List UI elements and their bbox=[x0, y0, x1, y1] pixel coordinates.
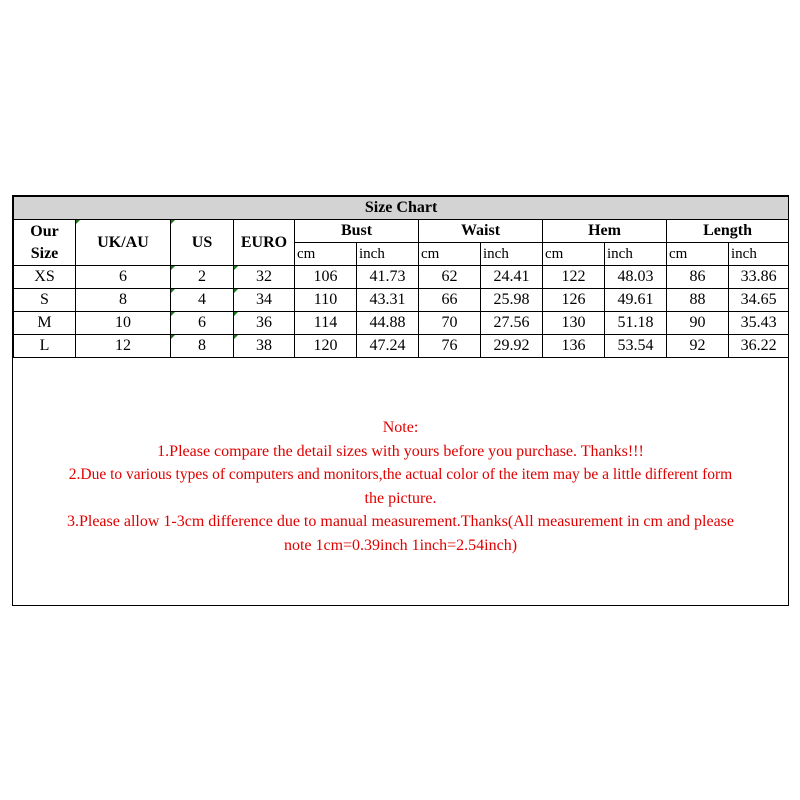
cell-uk-au: 10 bbox=[76, 312, 171, 335]
cell-euro: 32 bbox=[234, 266, 295, 289]
note-line-2a: 2.Due to various types of computers and monitors,the actual color of the item may be a little different form bbox=[68, 466, 733, 483]
cell-us: 8 bbox=[171, 335, 234, 358]
cell-bust-inch: 41.73 bbox=[357, 266, 419, 289]
unit-waist-inch: inch bbox=[481, 243, 543, 266]
cell-size: L bbox=[14, 335, 76, 358]
cell-us: 4 bbox=[171, 289, 234, 312]
header-hem: Hem bbox=[543, 220, 667, 243]
cell-length-cm: 92 bbox=[667, 335, 729, 358]
size-chart-sheet bbox=[12, 195, 789, 606]
cell-waist-cm: 66 bbox=[419, 289, 481, 312]
table-row bbox=[14, 312, 789, 335]
cell-length-cm: 90 bbox=[667, 312, 729, 335]
cell-bust-cm: 110 bbox=[295, 289, 357, 312]
cell-size: XS bbox=[14, 266, 76, 289]
cell-hem-inch: 49.61 bbox=[605, 289, 667, 312]
cell-length-inch: 34.65 bbox=[729, 289, 789, 312]
header-our-size bbox=[14, 220, 76, 266]
header-row bbox=[14, 220, 789, 243]
cell-hem-cm: 136 bbox=[543, 335, 605, 358]
unit-hem-inch: inch bbox=[605, 243, 667, 266]
note-line-2b: the picture. bbox=[364, 489, 437, 507]
cell-us: 6 bbox=[171, 312, 234, 335]
table-row bbox=[14, 289, 789, 312]
cell-bust-inch: 47.24 bbox=[357, 335, 419, 358]
note-line-3a: 3.Please allow 1-3cm difference due to manual measurement.Thanks(All measurement in cm and please bbox=[66, 513, 735, 530]
size-chart-table bbox=[13, 196, 789, 358]
cell-hem-cm: 130 bbox=[543, 312, 605, 335]
table-row bbox=[14, 335, 789, 358]
note-heading: Note: bbox=[382, 419, 419, 436]
cell-bust-inch: 44.88 bbox=[357, 312, 419, 335]
cell-bust-cm: 120 bbox=[295, 335, 357, 358]
cell-waist-inch: 24.41 bbox=[481, 266, 543, 289]
table-title: Size Chart bbox=[14, 197, 789, 220]
cell-hem-cm: 126 bbox=[543, 289, 605, 312]
cell-hem-inch: 53.54 bbox=[605, 335, 667, 358]
header-our-size-line1: Our bbox=[30, 222, 59, 240]
cell-waist-inch: 27.56 bbox=[481, 312, 543, 335]
unit-bust-cm: cm bbox=[295, 243, 357, 266]
cell-waist-cm: 62 bbox=[419, 266, 481, 289]
cell-uk-au: 12 bbox=[76, 335, 171, 358]
cell-size: S bbox=[14, 289, 76, 312]
unit-hem-cm: cm bbox=[543, 243, 605, 266]
cell-length-cm: 86 bbox=[667, 266, 729, 289]
table-row bbox=[14, 266, 789, 289]
cell-hem-inch: 48.03 bbox=[605, 266, 667, 289]
cell-bust-inch: 43.31 bbox=[357, 289, 419, 312]
unit-bust-inch: inch bbox=[357, 243, 419, 266]
cell-waist-inch: 29.92 bbox=[481, 335, 543, 358]
cell-bust-cm: 106 bbox=[295, 266, 357, 289]
cell-uk-au: 6 bbox=[76, 266, 171, 289]
unit-waist-cm: cm bbox=[419, 243, 481, 266]
note-block bbox=[13, 416, 788, 557]
cell-length-inch: 35.43 bbox=[729, 312, 789, 335]
header-uk-au: UK/AU bbox=[76, 220, 171, 266]
cell-waist-cm: 70 bbox=[419, 312, 481, 335]
cell-uk-au: 8 bbox=[76, 289, 171, 312]
header-us: US bbox=[171, 220, 234, 266]
cell-euro: 36 bbox=[234, 312, 295, 335]
cell-hem-cm: 122 bbox=[543, 266, 605, 289]
cell-bust-cm: 114 bbox=[295, 312, 357, 335]
cell-euro: 34 bbox=[234, 289, 295, 312]
cell-waist-inch: 25.98 bbox=[481, 289, 543, 312]
cell-waist-cm: 76 bbox=[419, 335, 481, 358]
title-row bbox=[14, 197, 789, 220]
cell-us: 2 bbox=[171, 266, 234, 289]
header-euro: EURO bbox=[234, 220, 295, 266]
note-line-1: 1.Please compare the detail sizes with yours before you purchase. Thanks!!! bbox=[157, 442, 644, 460]
header-our-size-line2: Size bbox=[30, 244, 59, 262]
cell-euro: 38 bbox=[234, 335, 295, 358]
cell-length-cm: 88 bbox=[667, 289, 729, 312]
unit-length-cm: cm bbox=[667, 243, 729, 266]
cell-hem-inch: 51.18 bbox=[605, 312, 667, 335]
cell-length-inch: 36.22 bbox=[729, 335, 789, 358]
header-length: Length bbox=[667, 220, 789, 243]
cell-length-inch: 33.86 bbox=[729, 266, 789, 289]
cell-size: M bbox=[14, 312, 76, 335]
note-line-3b: note 1cm=0.39inch 1inch=2.54inch) bbox=[283, 536, 518, 554]
header-bust: Bust bbox=[295, 220, 419, 243]
unit-length-inch: inch bbox=[729, 243, 789, 266]
header-waist: Waist bbox=[419, 220, 543, 243]
